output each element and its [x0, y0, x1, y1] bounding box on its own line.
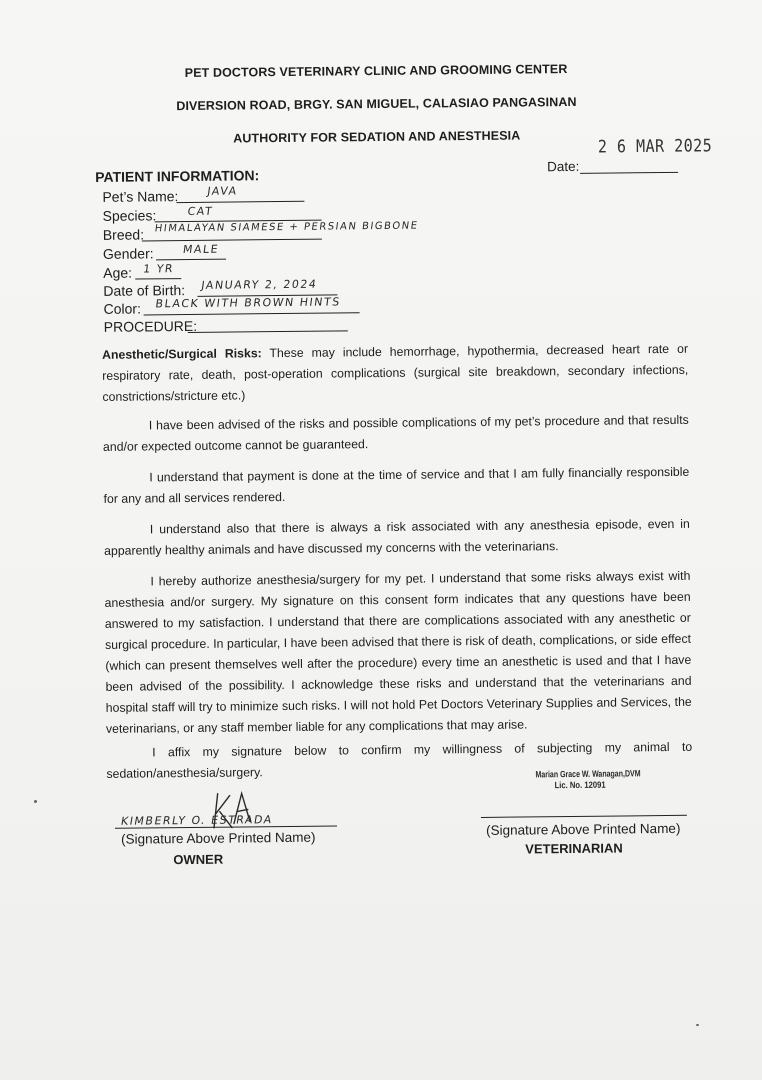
patient-info-title: PATIENT INFORMATION:	[95, 167, 260, 185]
scan-speck	[696, 1024, 699, 1026]
risks-paragraph	[102, 339, 689, 408]
dob-value: JANUARY 2, 2024	[200, 277, 319, 292]
pet-name-value: JAVA	[206, 184, 239, 198]
procedure-label: PROCEDURE:	[103, 317, 198, 335]
paragraph-advised: I have been advised of the risks and possible complications of my pet’s procedure and that results and/or expected outcome cannot be guaranteed.	[102, 412, 689, 454]
color-label: Color:	[103, 300, 142, 317]
age-value: 1 YR	[142, 262, 175, 276]
clinic-name: PET DOCTORS VETERINARY CLINIC AND GROOMING CENTER	[184, 62, 568, 81]
breed-label: Breed:	[102, 226, 145, 243]
owner-role-label: OWNER	[173, 851, 224, 868]
procedure-line	[188, 330, 348, 333]
paragraph-affix-signature: I affix my signature below to confirm my willingness of subjecting my animal to sedation/anesthesia/surgery.	[106, 739, 693, 781]
risks-text: These may include hemorrhage, hypothermia, decreased heart rate or respiratory rate, death, post-operation complications (surgical site breakdown, secondary infections, constrictions/stricture etc.)	[102, 341, 689, 404]
age-line	[135, 278, 181, 279]
gender-line	[156, 259, 226, 261]
gender-value: MALE	[182, 242, 220, 257]
risks-label: Anesthetic/Surgical Risks:	[101, 346, 262, 362]
dob-label: Date of Birth:	[103, 282, 186, 299]
gender-label: Gender:	[102, 245, 154, 262]
paragraph-anesthesia-risk: I understand also that there is always a risk associated with any anesthesia episode, even in apparently healthy animals and have discussed my concerns with the veterinarians.	[104, 516, 690, 558]
vet-signature-line	[481, 815, 687, 818]
owner-printed-name: KIMBERLY O. ESTRADA	[119, 813, 274, 828]
color-line	[144, 312, 360, 315]
date-stamp: 2 6 MAR 2025	[597, 135, 713, 158]
date-field-line	[580, 172, 678, 174]
vet-license-stamp: Lic. No. 12091	[554, 779, 606, 791]
pet-name-line	[176, 201, 304, 203]
vet-name-stamp: Marian Grace W. Wanagan,DVM	[535, 768, 641, 780]
pet-name-label: Pet’s Name:	[102, 188, 179, 205]
clinic-address: DIVERSION ROAD, BRGY. SAN MIGUEL, CALASIAO PANGASINAN	[176, 94, 577, 114]
form-title: AUTHORITY FOR SEDATION AND ANESTHESIA	[233, 128, 521, 146]
breed-line	[142, 239, 322, 242]
scan-speck	[34, 800, 37, 803]
vet-signature-caption: (Signature Above Printed Name)	[485, 820, 681, 838]
paragraph-authorization: I hereby authorize anesthesia/surgery for my pet. I understand that some risks always exist with anesthesia and/or surgery. My signature on this consent form indicates that any questions have been answered to my satisfaction. I understand that there are complications associated with any anesthetic or surgical procedure. In particular, I have been advised that there is risk of death, complications, or side effect (which can present themselves well after the procedure) every time an anesthetic is used and that I have been advised of the possibility. I acknowledge these risks and understand that the veterinarians and hospital staff will try to minimize such risks. I will not hold Pet Doctors Veterinary Supplies and Services, the veterinarians, or any staff member liable for any complications that may arise.	[104, 568, 692, 736]
color-value: BLACK WITH BROWN HINTS	[154, 295, 342, 311]
species-value: CAT	[186, 204, 214, 219]
breed-value: HIMALAYAN SIAMESE + PERSIAN BIGBONE	[154, 220, 420, 235]
paragraph-payment: I understand that payment is done at the time of service and that I am fully financially responsible for any and all services rendered.	[103, 464, 690, 506]
species-label: Species:	[102, 207, 157, 224]
vet-role-label: VETERINARIAN	[525, 840, 623, 857]
age-label: Age:	[103, 264, 133, 281]
date-label: Date:	[547, 158, 580, 175]
owner-signature-caption: (Signature Above Printed Name)	[121, 829, 316, 847]
